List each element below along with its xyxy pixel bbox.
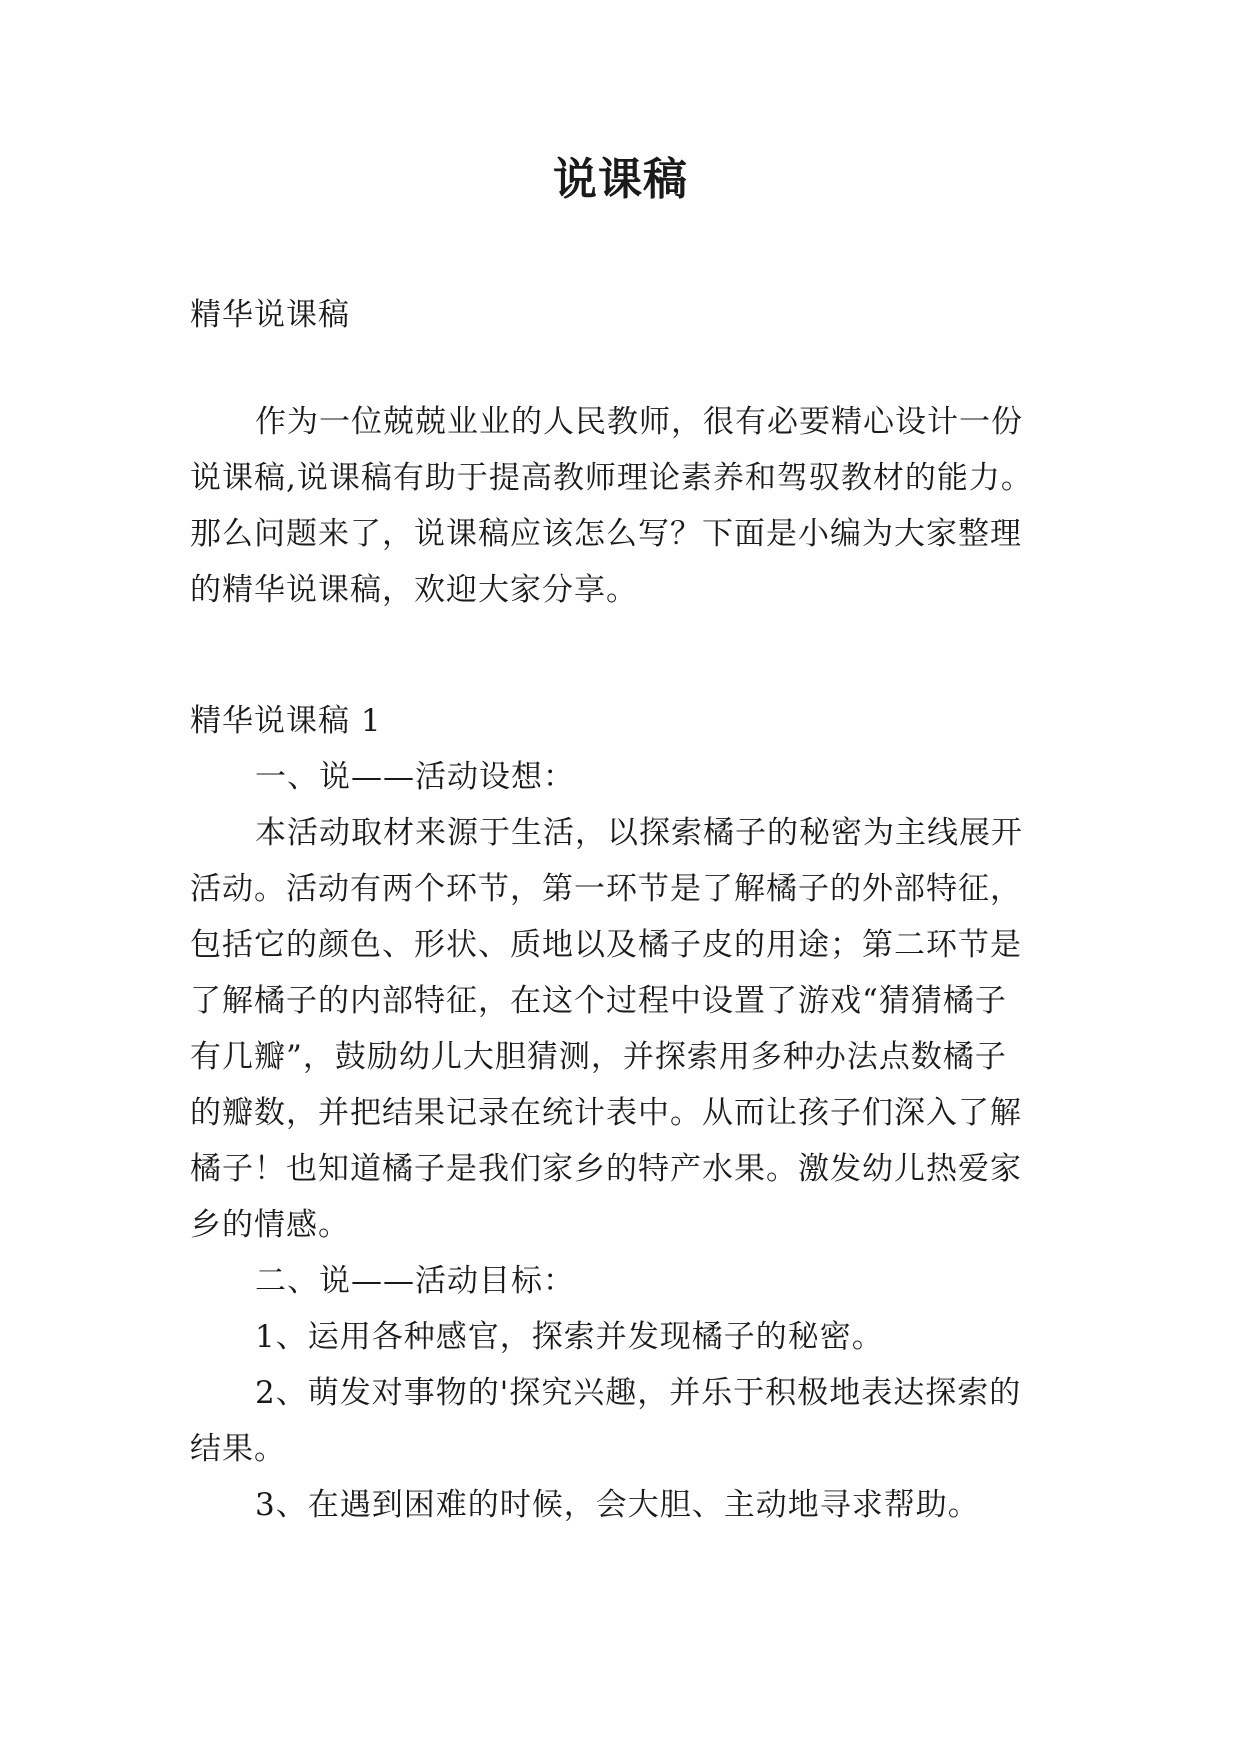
goal-item-1: 1、运用各种感官，探索并发现橘子的秘密。 [255, 1319, 884, 1355]
goal-item-3: 3、在遇到困难的时候，会大胆、主动地寻求帮助。 [255, 1487, 980, 1523]
subtitle: 精华说课稿 [190, 297, 350, 333]
paragraph-line: 橘子！也知道橘子是我们家乡的特产水果。激发幼儿热爱家 [190, 1151, 1022, 1187]
paragraph-line: 的瓣数，并把结果记录在统计表中。从而让孩子们深入了解 [190, 1095, 1022, 1131]
part-one-heading: 一、说——活动设想： [255, 759, 575, 795]
paragraph-line: 了解橘子的内部特征，在这个过程中设置了游戏“猜猜橘子 [190, 983, 1007, 1019]
intro-line-4: 的精华说课稿，欢迎大家分享。 [190, 572, 638, 608]
intro-line-2: 说课稿,说课稿有助于提高教师理论素养和驾驭教材的能力。 [190, 460, 1033, 496]
paragraph-line: 活动。活动有两个环节，第一环节是了解橘子的外部特征， [190, 871, 1022, 907]
goal-item-2-continued: 结果。 [190, 1431, 286, 1467]
intro-line-3: 那么问题来了，说课稿应该怎么写？下面是小编为大家整理 [190, 516, 1022, 552]
paragraph-line: 本活动取材来源于生活，以探索橘子的秘密为主线展开 [255, 815, 1023, 851]
intro-line-1: 作为一位兢兢业业的人民教师，很有必要精心设计一份 [255, 404, 1023, 440]
paragraph-line: 乡的情感。 [190, 1207, 350, 1243]
paragraph-line: 包括它的颜色、形状、质地以及橘子皮的用途；第二环节是 [190, 927, 1022, 963]
part-two-heading: 二、说——活动目标： [255, 1263, 575, 1299]
document-title: 说课稿 [553, 154, 688, 205]
paragraph-line: 有几瓣”，鼓励幼儿大胆猜测，并探索用多种办法点数橘子 [190, 1039, 1007, 1075]
section-heading: 精华说课稿 1 [190, 703, 382, 739]
goal-item-2: 2、萌发对事物的'探究兴趣，并乐于积极地表达探索的 [255, 1375, 1022, 1411]
